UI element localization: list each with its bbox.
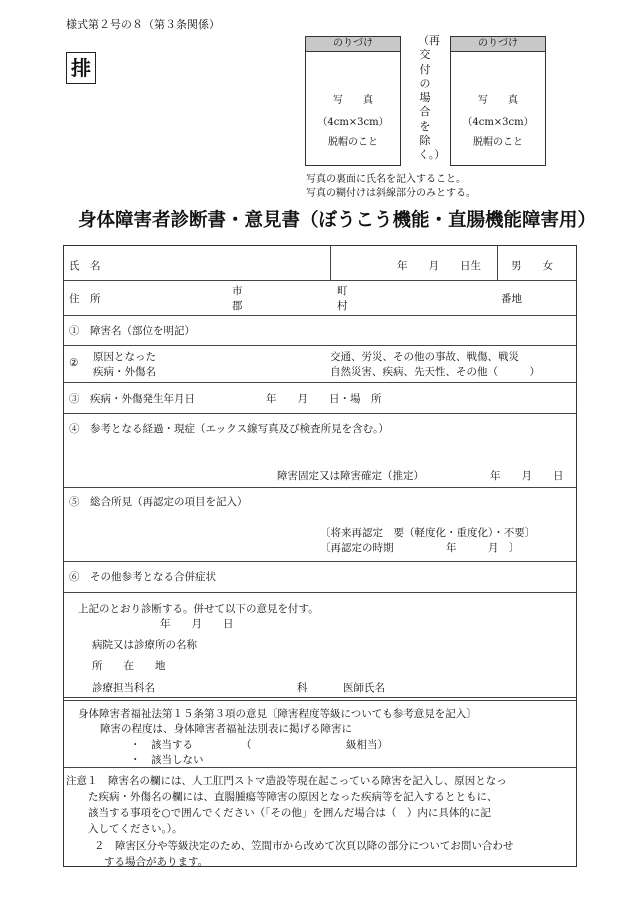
opinion-applicable: ・ 該当する	[130, 739, 193, 751]
fixed-label: 障害固定又は障害確定（推定）	[277, 470, 424, 482]
address-county: 郡	[232, 300, 243, 312]
department-suffix: 科	[297, 682, 308, 694]
opinion-text: 障害の程度は、身体障害者福祉法別表に掲げる障害に	[100, 723, 352, 735]
glue-label-2: のりづけ	[451, 37, 545, 52]
recert-line-1: 〔将来再認定 要（軽度化・重度化）・不要〕	[320, 527, 536, 539]
cause-options-2: 自然災害、疾病、先天性、その他（ ）	[330, 366, 540, 378]
row-divider	[63, 382, 577, 383]
row-divider	[63, 561, 577, 562]
row-divider	[63, 697, 577, 698]
other-symptoms-label: ⑥ その他参考となる合併症状	[69, 571, 216, 583]
name-label: 氏 名	[69, 260, 101, 272]
gender: 男 女	[511, 260, 553, 272]
row-divider	[63, 413, 577, 414]
note-1-line-4: 入してください。）。	[88, 823, 183, 835]
address-village: 村	[337, 300, 348, 312]
doctor-name-label: 医師氏名	[343, 682, 385, 694]
photo-text-1a: 写 真	[333, 95, 373, 106]
fixed-date: 年 月 日	[490, 470, 564, 482]
overall-label: ⑤ 総合所見（再認定の項目を記入）	[69, 496, 248, 508]
row-divider	[63, 767, 577, 768]
glue-label-1: のりづけ	[306, 37, 400, 52]
cause-number: ②	[69, 357, 79, 369]
row-divider	[63, 280, 577, 281]
cause-options-1: 交通、労災、その他の事故、戦傷、戦災	[330, 351, 519, 363]
disability-name-label: ① 障害名（部位を明記）	[69, 325, 195, 337]
department-label: 診療担当科名	[92, 682, 155, 694]
form-number: 様式第２号の８（第３条関係）	[66, 18, 220, 31]
row-divider	[63, 315, 577, 316]
diagnosis-date: 年 月 日	[160, 618, 234, 630]
address-city: 市	[232, 285, 243, 297]
onset-date-place: 年 月 日・場 所	[266, 393, 382, 405]
birth-date: 年 月 日生	[397, 260, 481, 272]
address-label: 住 所	[69, 293, 101, 305]
discharge-stamp: 排	[66, 52, 96, 84]
photo-text-2c: 脱帽のこと	[473, 137, 523, 148]
recert-line-2: 〔再認定の時期 年 月 〕	[320, 542, 520, 554]
row-divider	[63, 592, 577, 593]
photo-note-2: 写真の糊付けは斜線部分のみとする。	[306, 188, 476, 199]
document-title: 身体障害者診断書・意見書（ぼうこう機能・直腸機能障害用）	[78, 210, 597, 231]
address-banchi: 番地	[501, 293, 522, 305]
photo-note-1: 写真の裏面に氏名を記入すること。	[306, 174, 466, 185]
opinion-heading: 身体障害者福祉法第１５条第３項の意見〔障害程度等級についても参考意見を記入〕	[78, 708, 477, 720]
photo-text-1c: 脱帽のこと	[328, 137, 378, 148]
col-divider	[497, 245, 498, 280]
note-2-line-2: する場合があります。	[104, 856, 209, 868]
diagnosis-statement: 上記のとおり診断する。併せて以下の意見を付す。	[78, 603, 319, 615]
opinion-not-applicable: ・ 該当しない	[130, 754, 204, 766]
note-1-line-2: た疾病・外傷名の欄には、直腸腫瘍等障害の原因となった疾病等を記入するとともに、	[88, 791, 498, 803]
location-label: 所 在 地	[92, 660, 166, 672]
row-divider	[63, 345, 577, 346]
cause-label-2: 疾病・外傷名	[93, 366, 156, 378]
vertical-note: （再交付の場合を除く。）	[418, 34, 446, 162]
history-label: ④ 参考となる経過・現症（エックス線写真及び検査所見を含む。）	[69, 423, 389, 435]
address-town: 町	[337, 285, 348, 297]
photo-text-2a: 写 真	[478, 95, 518, 106]
col-divider	[330, 245, 331, 280]
onset-label: ③ 疾病・外傷発生年月日	[69, 393, 195, 405]
note-1-line-1: 注意１ 障害名の欄には、人工肛門ストマ造設等現在起こっている障害を記入し、原因となっ	[66, 775, 507, 787]
note-2-line-1: ２ 障害区分や等級決定のため、笠間市から改めて次頁以降の部分についてお問い合わせ	[94, 840, 514, 852]
opinion-grade: （ 級相当）	[241, 739, 388, 751]
photo-box-2	[450, 36, 546, 166]
row-divider	[63, 700, 577, 701]
row-divider	[63, 487, 577, 488]
hospital-name-label: 病院又は診療所の名称	[92, 639, 197, 651]
photo-text-1b: （4cm×3cm）	[317, 117, 389, 128]
photo-box-1	[305, 36, 401, 166]
cause-label-1: 原因となった	[93, 351, 156, 363]
photo-text-2b: （4cm×3cm）	[462, 117, 534, 128]
note-1-line-3: 該当する事項を○で囲んでください（「その他」を囲んだ場合は（ ）内に具体的に記	[88, 807, 491, 819]
